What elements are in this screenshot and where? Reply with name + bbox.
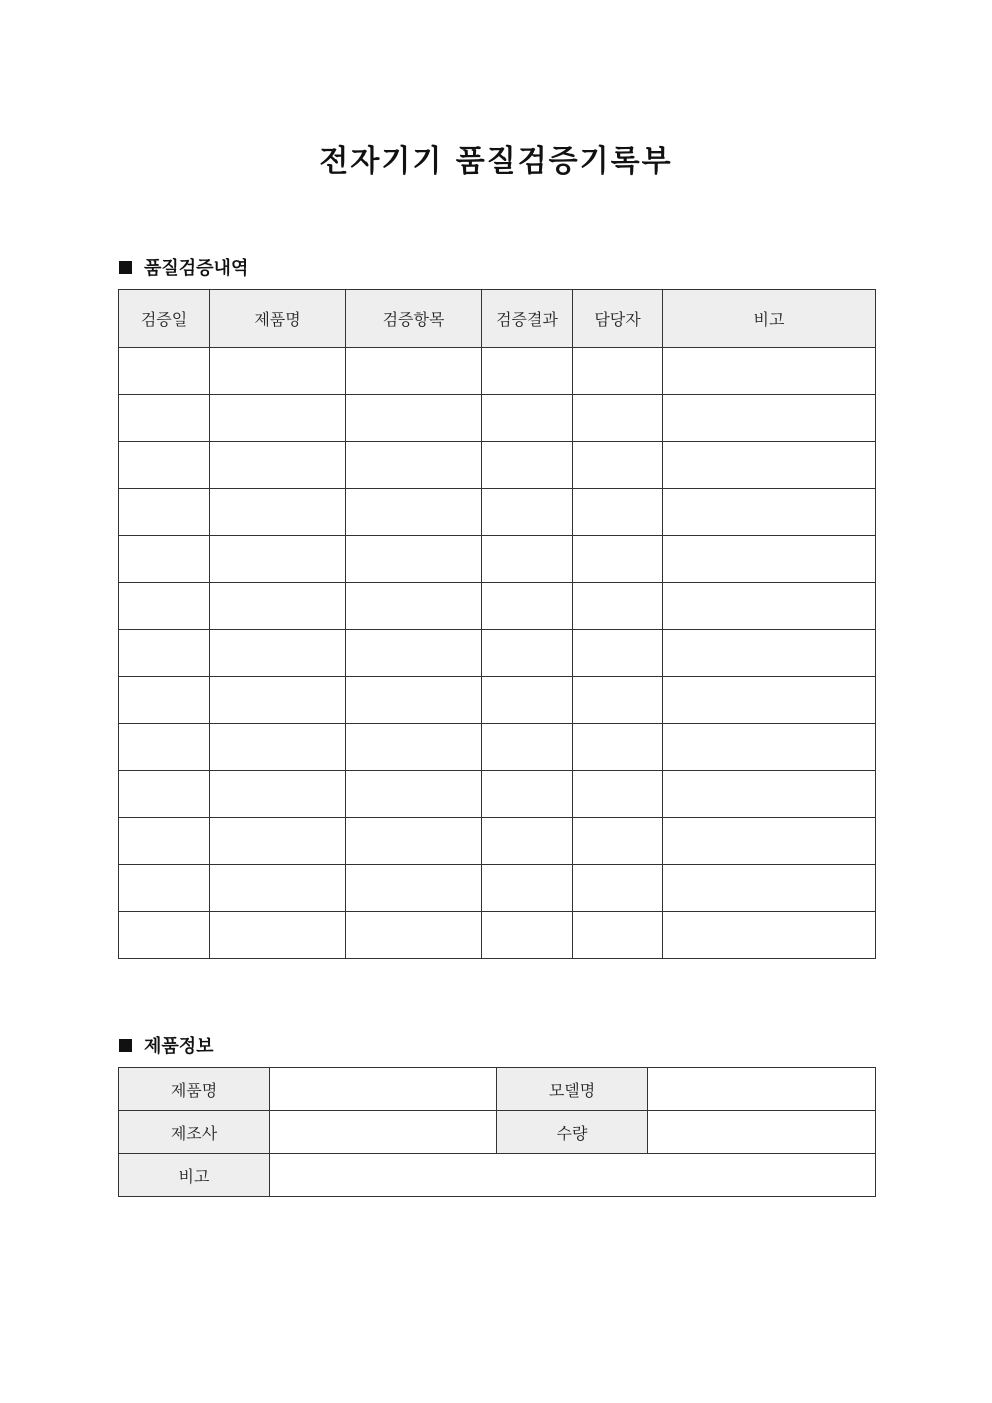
owner-cell[interactable] [573,348,663,395]
table-row [119,583,876,630]
manufacturer-field[interactable] [270,1111,497,1154]
result-cell[interactable] [482,489,573,536]
result-cell[interactable] [482,771,573,818]
item-cell[interactable] [346,348,482,395]
product-cell[interactable] [210,442,346,489]
table-row [119,724,876,771]
section-heading-product-info [119,1032,214,1058]
item-cell[interactable] [346,395,482,442]
label-quantity: 수량 [497,1111,648,1154]
table-row [119,865,876,912]
remarks-cell[interactable] [663,536,876,583]
product-cell[interactable] [210,677,346,724]
remarks-cell[interactable] [663,818,876,865]
result-cell[interactable] [482,348,573,395]
date-cell[interactable] [119,771,210,818]
owner-cell[interactable] [573,771,663,818]
product-cell[interactable] [210,395,346,442]
table-header-row [119,290,876,348]
product-cell[interactable] [210,348,346,395]
item-cell[interactable] [346,912,482,959]
item-cell[interactable] [346,865,482,912]
section-heading-label: 품질검증내역 [144,258,249,279]
square-bullet-icon [119,1039,132,1052]
result-cell[interactable] [482,912,573,959]
owner-cell[interactable] [573,442,663,489]
remarks-cell[interactable] [663,771,876,818]
column-header-product: 제품명 [210,290,346,348]
item-cell[interactable] [346,677,482,724]
owner-cell[interactable] [573,489,663,536]
inspection-table [118,289,876,959]
result-cell[interactable] [482,583,573,630]
table-row [119,912,876,959]
table-row [119,442,876,489]
date-cell[interactable] [119,583,210,630]
result-cell[interactable] [482,395,573,442]
product-cell[interactable] [210,724,346,771]
table-row [119,1154,876,1197]
section-heading-label: 제품정보 [144,1036,214,1057]
owner-cell[interactable] [573,724,663,771]
remarks-cell[interactable] [663,348,876,395]
remarks-cell[interactable] [663,724,876,771]
column-header-owner: 담당자 [573,290,663,348]
date-cell[interactable] [119,442,210,489]
item-cell[interactable] [346,489,482,536]
table-row [119,348,876,395]
item-cell[interactable] [346,630,482,677]
result-cell[interactable] [482,865,573,912]
owner-cell[interactable] [573,677,663,724]
remarks-cell[interactable] [663,395,876,442]
table-row [119,489,876,536]
item-cell[interactable] [346,583,482,630]
date-cell[interactable] [119,395,210,442]
result-cell[interactable] [482,630,573,677]
owner-cell[interactable] [573,630,663,677]
owner-cell[interactable] [573,865,663,912]
item-cell[interactable] [346,771,482,818]
result-cell[interactable] [482,724,573,771]
product-cell[interactable] [210,536,346,583]
square-bullet-icon [119,261,132,274]
date-cell[interactable] [119,912,210,959]
date-cell[interactable] [119,536,210,583]
product-info-table [118,1067,876,1197]
product-name-field[interactable] [270,1068,497,1111]
item-cell[interactable] [346,536,482,583]
column-header-remarks: 비고 [663,290,876,348]
inspection-table-body [119,348,876,959]
table-row [119,1111,876,1154]
item-cell[interactable] [346,818,482,865]
item-cell[interactable] [346,442,482,489]
result-cell[interactable] [482,536,573,583]
result-cell[interactable] [482,677,573,724]
quantity-field[interactable] [648,1111,876,1154]
remarks-cell[interactable] [663,630,876,677]
product-cell[interactable] [210,630,346,677]
date-cell[interactable] [119,489,210,536]
date-cell[interactable] [119,677,210,724]
result-cell[interactable] [482,818,573,865]
product-cell[interactable] [210,865,346,912]
section-heading-inspection [119,254,248,280]
product-cell[interactable] [210,912,346,959]
table-row [119,818,876,865]
column-header-result: 검증결과 [482,290,573,348]
table-row [119,395,876,442]
item-cell[interactable] [346,724,482,771]
owner-cell[interactable] [573,818,663,865]
date-cell[interactable] [119,630,210,677]
label-product-name: 제품명 [119,1068,270,1111]
product-cell[interactable] [210,583,346,630]
label-model-name: 모델명 [497,1068,648,1111]
table-row [119,677,876,724]
product-cell[interactable] [210,489,346,536]
result-cell[interactable] [482,442,573,489]
table-row [119,536,876,583]
remarks-cell[interactable] [663,489,876,536]
date-cell[interactable] [119,818,210,865]
owner-cell[interactable] [573,912,663,959]
label-remarks: 비고 [119,1154,270,1197]
remarks-cell[interactable] [663,912,876,959]
owner-cell[interactable] [573,395,663,442]
remarks-field[interactable] [270,1154,876,1197]
table-row [119,1068,876,1111]
page-title: 전자기기 품질검증기록부 [319,144,673,179]
column-header-date: 검증일 [119,290,210,348]
date-cell[interactable] [119,865,210,912]
label-manufacturer: 제조사 [119,1111,270,1154]
product-cell[interactable] [210,818,346,865]
table-row [119,630,876,677]
owner-cell[interactable] [573,536,663,583]
remarks-cell[interactable] [663,865,876,912]
column-header-item: 검증항목 [346,290,482,348]
owner-cell[interactable] [573,583,663,630]
date-cell[interactable] [119,724,210,771]
date-cell[interactable] [119,348,210,395]
remarks-cell[interactable] [663,442,876,489]
remarks-cell[interactable] [663,677,876,724]
model-name-field[interactable] [648,1068,876,1111]
table-row [119,771,876,818]
product-cell[interactable] [210,771,346,818]
remarks-cell[interactable] [663,583,876,630]
